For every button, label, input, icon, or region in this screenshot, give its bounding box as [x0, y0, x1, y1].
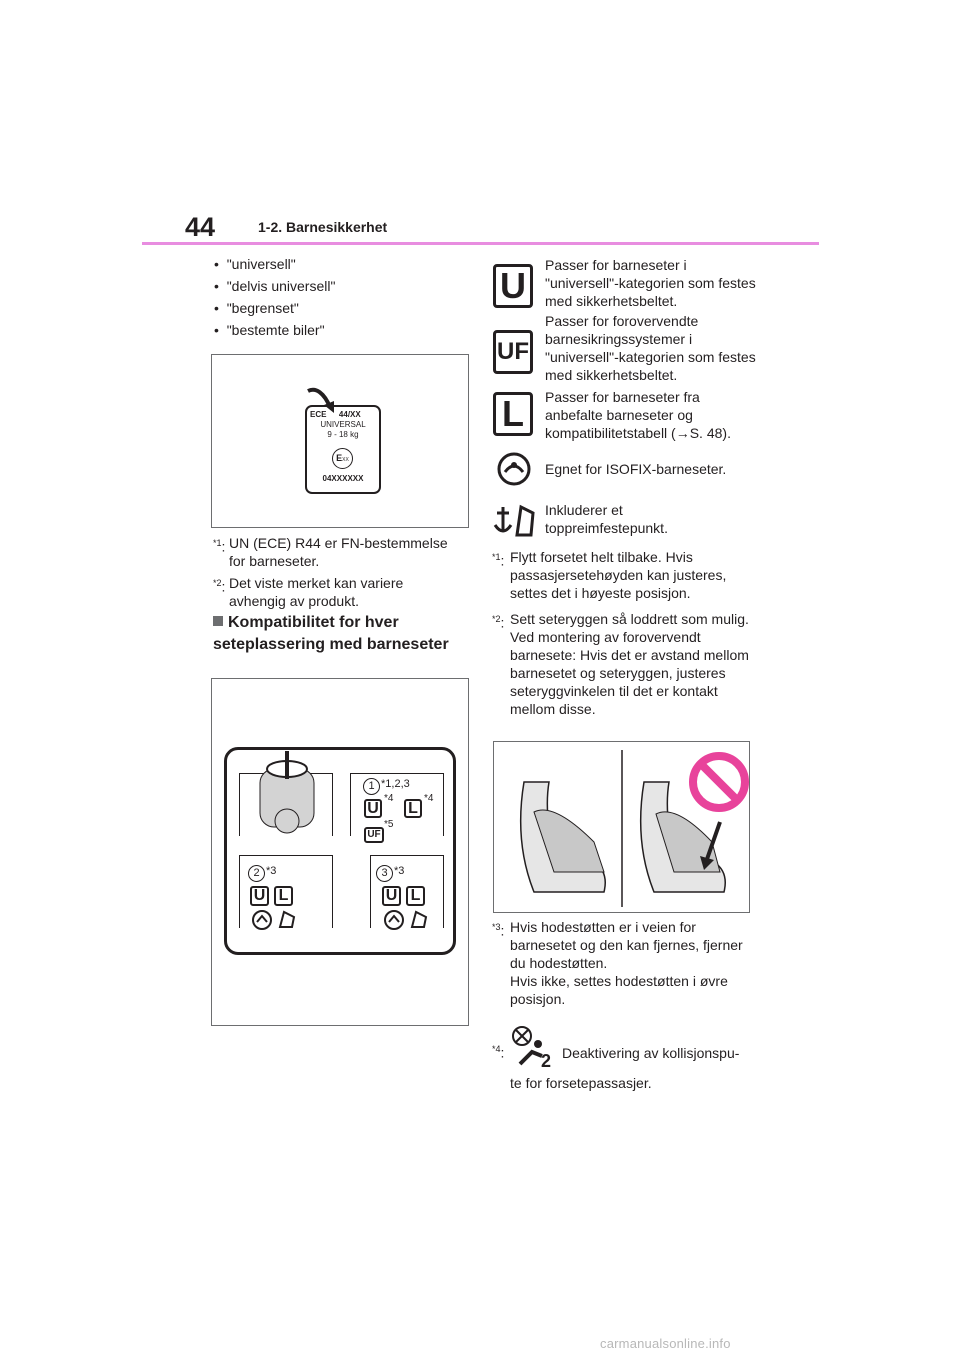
heading-marker [213, 616, 223, 626]
l-icon: L [274, 886, 293, 906]
u-icon: U [364, 799, 382, 818]
label-universal: UNIVERSAL [320, 420, 366, 429]
label-weight: 9 - 18 kg [327, 430, 359, 439]
label-regulation: 44/ [338, 410, 351, 419]
isofix-icon [497, 452, 531, 486]
seat-correct-illustration [521, 782, 606, 892]
page-number: 44 [185, 212, 216, 242]
note-4: *4 [424, 793, 434, 804]
legend-text-universal-forward: Passer for forovervendte barnesikringssystemer i "universell"-kategorien som festes med sikkerhetsbeltet. [545, 313, 756, 383]
approval-label [305, 405, 381, 494]
isofix-icon [384, 909, 432, 931]
seatback-angle-figure [493, 741, 750, 913]
approval-label-figure [211, 354, 469, 528]
legend-text-universal: Passer for barneseter i "universell"-kategorien som festes med sikkerhetsbeltet. [545, 257, 756, 309]
position-3-marker: 3 [376, 865, 393, 882]
header-rule [142, 242, 819, 245]
label-series: XX [350, 410, 361, 419]
position-2-marker: 2 [248, 865, 265, 882]
position-2-note: *3 [266, 865, 277, 877]
section-title: 1-2. Barnesikkerhet [258, 219, 388, 235]
footnote: $^{*1}$: UN (ECE) R44 er FN-bestemmelse for barneseter. [213, 535, 448, 569]
bullet-item: • "begrenset" [214, 300, 299, 316]
label-ece: ECE [310, 410, 327, 419]
svg-text:2: 2 [541, 1051, 552, 1068]
label-approval-number: 04XXXXXX [322, 474, 364, 483]
prohibited-icon [693, 756, 745, 808]
footnote: $^{*3}$: Hvis hodestøtten er i veien for barnesetet og den kan fjernes, fjerner du hodestøtten. Hvis ikke, settes hodestøtten i øvre posisjon. [492, 919, 743, 1007]
e-mark-icon: EXX [332, 448, 353, 469]
uf-icon: UF [364, 827, 384, 843]
bullet-item: • "delvis universell" [214, 278, 336, 294]
universal-category-icon: U [493, 264, 533, 308]
footnote: $^{*2}$: Sett seteryggen så loddrett som mulig. Ved montering av forovervendt barnesete: Hvis det er avstand mellom barnesetet og seteryggen, justeres seteryggvinkelen til det er kontakt mellom disse. [492, 611, 749, 717]
footnote-4-mark: $^{*4}$: [492, 1044, 505, 1061]
isofix-icon [252, 909, 300, 931]
seat-incorrect-illustration [641, 782, 726, 892]
l-icon: L [404, 799, 422, 818]
footnote: $^{*2}$: Det viste merket kan variere avhengig av produkt. [213, 575, 404, 609]
legend-text-isofix: Egnet for ISOFIX-barneseter. [545, 461, 727, 477]
position-3-note: *3 [394, 865, 405, 877]
limited-category-icon: L [493, 392, 533, 436]
u-icon: U [250, 886, 269, 906]
bullet-item: • "universell" [214, 256, 296, 272]
position-1-note: *1,2,3 [381, 778, 410, 790]
watermark: carmanualsonline.info [600, 1336, 731, 1351]
footnote-4-text-cont: te for forsetepassasjer. [510, 1075, 652, 1091]
universal-forward-category-icon: UF [493, 330, 533, 374]
driver-figure-icon [252, 749, 322, 837]
note-4: *4 [384, 793, 394, 804]
seat-compatibility-figure [211, 678, 469, 1026]
note-5: *5 [384, 819, 394, 830]
l-icon: L [406, 886, 425, 906]
footnote-4-text: Deaktivering av kollisjonspu- [562, 1045, 740, 1061]
position-1-marker: 1 [363, 778, 380, 795]
bullet-item: • "bestemte biler" [214, 322, 325, 338]
airbag-off-icon [510, 1024, 560, 1068]
legend-text-top-tether: Inkluderer et toppreimfestepunkt. [545, 502, 668, 536]
section-heading: Kompatibilitet for hver seteplassering med barneseter [213, 614, 449, 653]
legend-text-limited: Passer for barneseter fra anbefalte barneseter og kompatibilitetstabell (→S. 48). [545, 389, 731, 441]
footnote: $^{*1}$: Flytt forsetet helt tilbake. Hvis passasjersetehøyden kan justeres, settes det i høyeste posisjon. [492, 549, 727, 601]
u-icon: U [382, 886, 401, 906]
top-tether-icon [493, 503, 537, 539]
